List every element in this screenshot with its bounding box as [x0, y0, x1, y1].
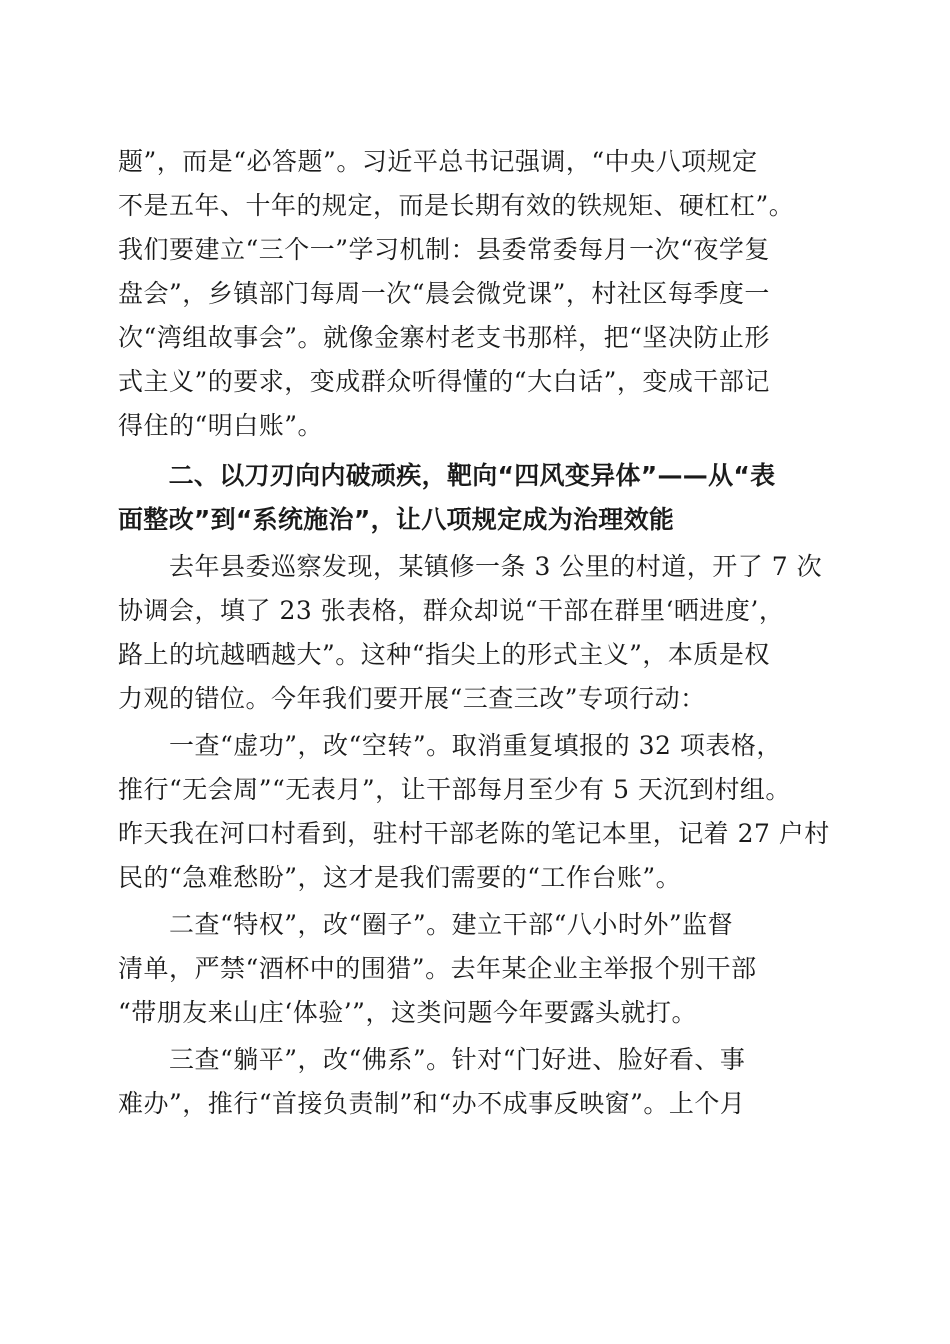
body-line: 我们要建立“三个一”学习机制：县委常委每月一次“夜学复	[118, 235, 770, 264]
body-line: 得住的“明白账”。	[118, 411, 324, 440]
body-line: 协调会，填了 23 张表格，群众却说“干部在群里‘晒进度’，	[118, 596, 785, 625]
section-heading: 二、以刀刃向内破顽疾，靶向“四风变异体”——从“表	[118, 461, 776, 490]
body-line: 难办”，推行“首接负责制”和“办不成事反映窗”。上个月	[118, 1089, 746, 1118]
body-line: 式主义”的要求，变成群众听得懂的“大白话”，变成干部记	[118, 367, 770, 396]
body-line: 题”，而是“必答题”。习近平总书记强调，“中央八项规定	[118, 147, 758, 176]
body-line: 民的“急难愁盼”，这才是我们需要的“工作台账”。	[118, 863, 682, 892]
body-line: 次“湾组故事会”。就像金寨村老支书那样，把“坚决防止形	[118, 323, 770, 352]
body-line: 三查“躺平”，改“佛系”。针对“门好进、脸好看、事	[118, 1045, 746, 1074]
body-line: 清单，严禁“酒杯中的围猎”。去年某企业主举报个别干部	[118, 954, 757, 983]
body-line: 去年县委巡察发现，某镇修一条 3 公里的村道，开了 7 次	[118, 552, 823, 581]
body-line: 二查“特权”，改“圈子”。建立干部“八小时外”监督	[118, 910, 734, 939]
body-line: “带朋友来山庄‘体验’”，这类问题今年要露头就打。	[118, 998, 697, 1027]
section-heading: 面整改”到“系统施治”，让八项规定成为治理效能	[118, 505, 675, 534]
body-line: 力观的错位。今年我们要开展“三查三改”专项行动：	[118, 684, 706, 713]
body-line: 昨天我在河口村看到，驻村干部老陈的笔记本里，记着 27 户村	[118, 819, 830, 848]
body-line: 路上的坑越晒越大”。这种“指尖上的形式主义”，本质是权	[118, 640, 770, 669]
body-line: 盘会”，乡镇部门每周一次“晨会微党课”，村社区每季度一	[118, 279, 770, 308]
body-line: 不是五年、十年的规定，而是长期有效的铁规矩、硬杠杠”。	[118, 191, 795, 220]
body-line: 推行“无会周”“无表月”，让干部每月至少有 5 天沉到村组。	[118, 775, 791, 804]
body-line: 一查“虚功”，改“空转”。取消重复填报的 32 项表格，	[118, 731, 782, 760]
